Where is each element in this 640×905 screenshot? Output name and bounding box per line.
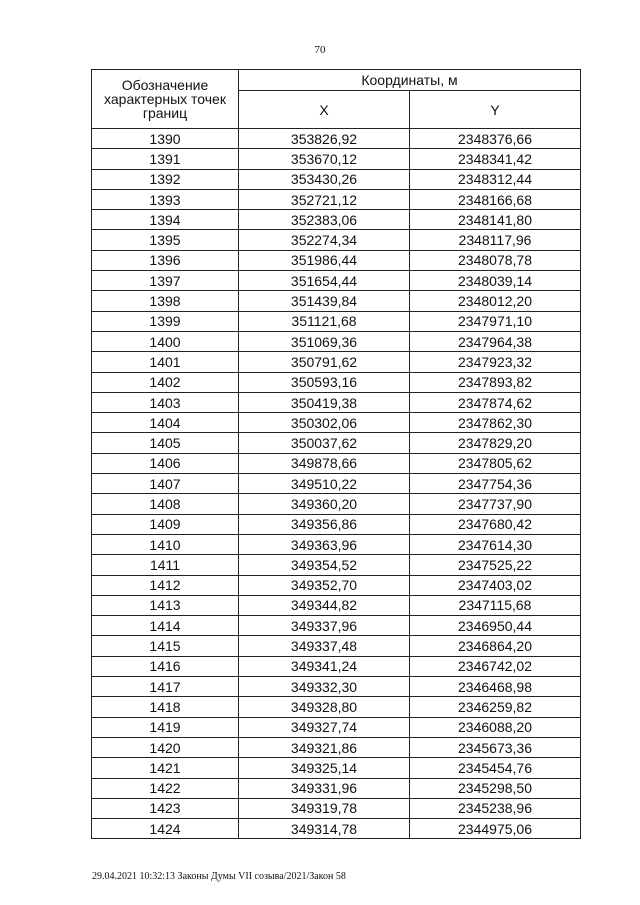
table-row (92, 595, 581, 615)
x-coordinate-cell: 351654,44 (239, 271, 410, 291)
table-row (92, 737, 581, 757)
header-designation: Обозначение характерных точек границ (92, 70, 239, 129)
table-row (92, 758, 581, 778)
point-id-cell: 1417 (92, 677, 239, 697)
x-coordinate-cell: 349356,86 (239, 514, 410, 534)
point-id-cell: 1392 (92, 169, 239, 189)
table-row (92, 372, 581, 392)
y-coordinate-cell: 2347614,30 (410, 534, 581, 554)
y-coordinate-cell: 2347862,30 (410, 413, 581, 433)
x-coordinate-cell: 349354,52 (239, 555, 410, 575)
point-id-cell: 1403 (92, 392, 239, 412)
point-id-cell: 1406 (92, 453, 239, 473)
point-id-cell: 1414 (92, 616, 239, 636)
point-id-cell: 1399 (92, 311, 239, 331)
table-row (92, 311, 581, 331)
y-coordinate-cell: 2348166,68 (410, 189, 581, 209)
x-coordinate-cell: 349352,70 (239, 575, 410, 595)
table-row (92, 392, 581, 412)
y-coordinate-cell: 2346950,44 (410, 616, 581, 636)
point-id-cell: 1394 (92, 210, 239, 230)
x-coordinate-cell: 350791,62 (239, 352, 410, 372)
point-id-cell: 1401 (92, 352, 239, 372)
header-y: Y (410, 91, 581, 129)
x-coordinate-cell: 349363,96 (239, 534, 410, 554)
x-coordinate-cell: 350302,06 (239, 413, 410, 433)
y-coordinate-cell: 2347737,90 (410, 494, 581, 514)
y-coordinate-cell: 2347115,68 (410, 595, 581, 615)
x-coordinate-cell: 349325,14 (239, 758, 410, 778)
table-row (92, 616, 581, 636)
x-coordinate-cell: 352383,06 (239, 210, 410, 230)
x-coordinate-cell: 351439,84 (239, 291, 410, 311)
x-coordinate-cell: 353670,12 (239, 149, 410, 169)
x-coordinate-cell: 349327,74 (239, 717, 410, 737)
y-coordinate-cell: 2346468,98 (410, 677, 581, 697)
point-id-cell: 1410 (92, 534, 239, 554)
header-x: X (239, 91, 410, 129)
table-row (92, 697, 581, 717)
table-row (92, 433, 581, 453)
y-coordinate-cell: 2345673,36 (410, 737, 581, 757)
y-coordinate-cell: 2345454,76 (410, 758, 581, 778)
table-body (92, 129, 581, 839)
table-row (92, 778, 581, 798)
table-row (92, 819, 581, 839)
point-id-cell: 1400 (92, 331, 239, 351)
point-id-cell: 1424 (92, 819, 239, 839)
table-row (92, 494, 581, 514)
point-id-cell: 1413 (92, 595, 239, 615)
table-row (92, 413, 581, 433)
x-coordinate-cell: 351986,44 (239, 250, 410, 270)
y-coordinate-cell: 2347971,10 (410, 311, 581, 331)
y-coordinate-cell: 2347893,82 (410, 372, 581, 392)
x-coordinate-cell: 349332,30 (239, 677, 410, 697)
header-coordinates: Координаты, м (239, 70, 581, 91)
point-id-cell: 1393 (92, 189, 239, 209)
point-id-cell: 1420 (92, 737, 239, 757)
point-id-cell: 1391 (92, 149, 239, 169)
table-row (92, 189, 581, 209)
y-coordinate-cell: 2348141,80 (410, 210, 581, 230)
table-row (92, 514, 581, 534)
x-coordinate-cell: 349328,80 (239, 697, 410, 717)
y-coordinate-cell: 2347403,02 (410, 575, 581, 595)
y-coordinate-cell: 2347874,62 (410, 392, 581, 412)
y-coordinate-cell: 2346259,82 (410, 697, 581, 717)
point-id-cell: 1404 (92, 413, 239, 433)
x-coordinate-cell: 352274,34 (239, 230, 410, 250)
y-coordinate-cell: 2348376,66 (410, 129, 581, 149)
x-coordinate-cell: 349341,24 (239, 656, 410, 676)
y-coordinate-cell: 2347829,20 (410, 433, 581, 453)
y-coordinate-cell: 2348078,78 (410, 250, 581, 270)
y-coordinate-cell: 2348341,42 (410, 149, 581, 169)
y-coordinate-cell: 2347923,32 (410, 352, 581, 372)
point-id-cell: 1390 (92, 129, 239, 149)
x-coordinate-cell: 349360,20 (239, 494, 410, 514)
y-coordinate-cell: 2346742,02 (410, 656, 581, 676)
y-coordinate-cell: 2347805,62 (410, 453, 581, 473)
table-row (92, 575, 581, 595)
table-row (92, 291, 581, 311)
table-row (92, 717, 581, 737)
y-coordinate-cell: 2348312,44 (410, 169, 581, 189)
y-coordinate-cell: 2347525,22 (410, 555, 581, 575)
y-coordinate-cell: 2347754,36 (410, 474, 581, 494)
table-row (92, 149, 581, 169)
table-row (92, 453, 581, 473)
point-id-cell: 1411 (92, 555, 239, 575)
point-id-cell: 1416 (92, 656, 239, 676)
point-id-cell: 1408 (92, 494, 239, 514)
table-row (92, 129, 581, 149)
table-row (92, 798, 581, 818)
table-row (92, 636, 581, 656)
table-row (92, 555, 581, 575)
table-row (92, 474, 581, 494)
x-coordinate-cell: 351121,68 (239, 311, 410, 331)
x-coordinate-cell: 350037,62 (239, 433, 410, 453)
point-id-cell: 1396 (92, 250, 239, 270)
x-coordinate-cell: 353826,92 (239, 129, 410, 149)
y-coordinate-cell: 2348117,96 (410, 230, 581, 250)
x-coordinate-cell: 349337,96 (239, 616, 410, 636)
page-number: 70 (314, 44, 326, 56)
x-coordinate-cell: 349319,78 (239, 798, 410, 818)
point-id-cell: 1395 (92, 230, 239, 250)
x-coordinate-cell: 349314,78 (239, 819, 410, 839)
y-coordinate-cell: 2346864,20 (410, 636, 581, 656)
x-coordinate-cell: 350593,16 (239, 372, 410, 392)
point-id-cell: 1398 (92, 291, 239, 311)
y-coordinate-cell: 2345298,50 (410, 778, 581, 798)
point-id-cell: 1423 (92, 798, 239, 818)
point-id-cell: 1422 (92, 778, 239, 798)
y-coordinate-cell: 2345238,96 (410, 798, 581, 818)
table-row (92, 230, 581, 250)
table-row (92, 250, 581, 270)
table-row (92, 210, 581, 230)
x-coordinate-cell: 349878,66 (239, 453, 410, 473)
table-row (92, 656, 581, 676)
table-row (92, 271, 581, 291)
table-row (92, 534, 581, 554)
x-coordinate-cell: 349321,86 (239, 737, 410, 757)
y-coordinate-cell: 2348039,14 (410, 271, 581, 291)
coordinates-table (91, 69, 581, 839)
x-coordinate-cell: 349510,22 (239, 474, 410, 494)
point-id-cell: 1409 (92, 514, 239, 534)
y-coordinate-cell: 2347964,38 (410, 331, 581, 351)
x-coordinate-cell: 350419,38 (239, 392, 410, 412)
point-id-cell: 1419 (92, 717, 239, 737)
point-id-cell: 1421 (92, 758, 239, 778)
point-id-cell: 1415 (92, 636, 239, 656)
point-id-cell: 1418 (92, 697, 239, 717)
y-coordinate-cell: 2344975,06 (410, 819, 581, 839)
point-id-cell: 1405 (92, 433, 239, 453)
point-id-cell: 1402 (92, 372, 239, 392)
y-coordinate-cell: 2348012,20 (410, 291, 581, 311)
x-coordinate-cell: 352721,12 (239, 189, 410, 209)
point-id-cell: 1407 (92, 474, 239, 494)
table-row (92, 677, 581, 697)
point-id-cell: 1412 (92, 575, 239, 595)
x-coordinate-cell: 349331,96 (239, 778, 410, 798)
x-coordinate-cell: 353430,26 (239, 169, 410, 189)
footer-stamp: 29.04.2021 10:32:13 Законы Думы VII созыва/2021/Закон 58 (92, 871, 346, 882)
y-coordinate-cell: 2347680,42 (410, 514, 581, 534)
table-row (92, 169, 581, 189)
table-row (92, 331, 581, 351)
x-coordinate-cell: 351069,36 (239, 331, 410, 351)
point-id-cell: 1397 (92, 271, 239, 291)
table-row (92, 352, 581, 372)
x-coordinate-cell: 349337,48 (239, 636, 410, 656)
x-coordinate-cell: 349344,82 (239, 595, 410, 615)
y-coordinate-cell: 2346088,20 (410, 717, 581, 737)
